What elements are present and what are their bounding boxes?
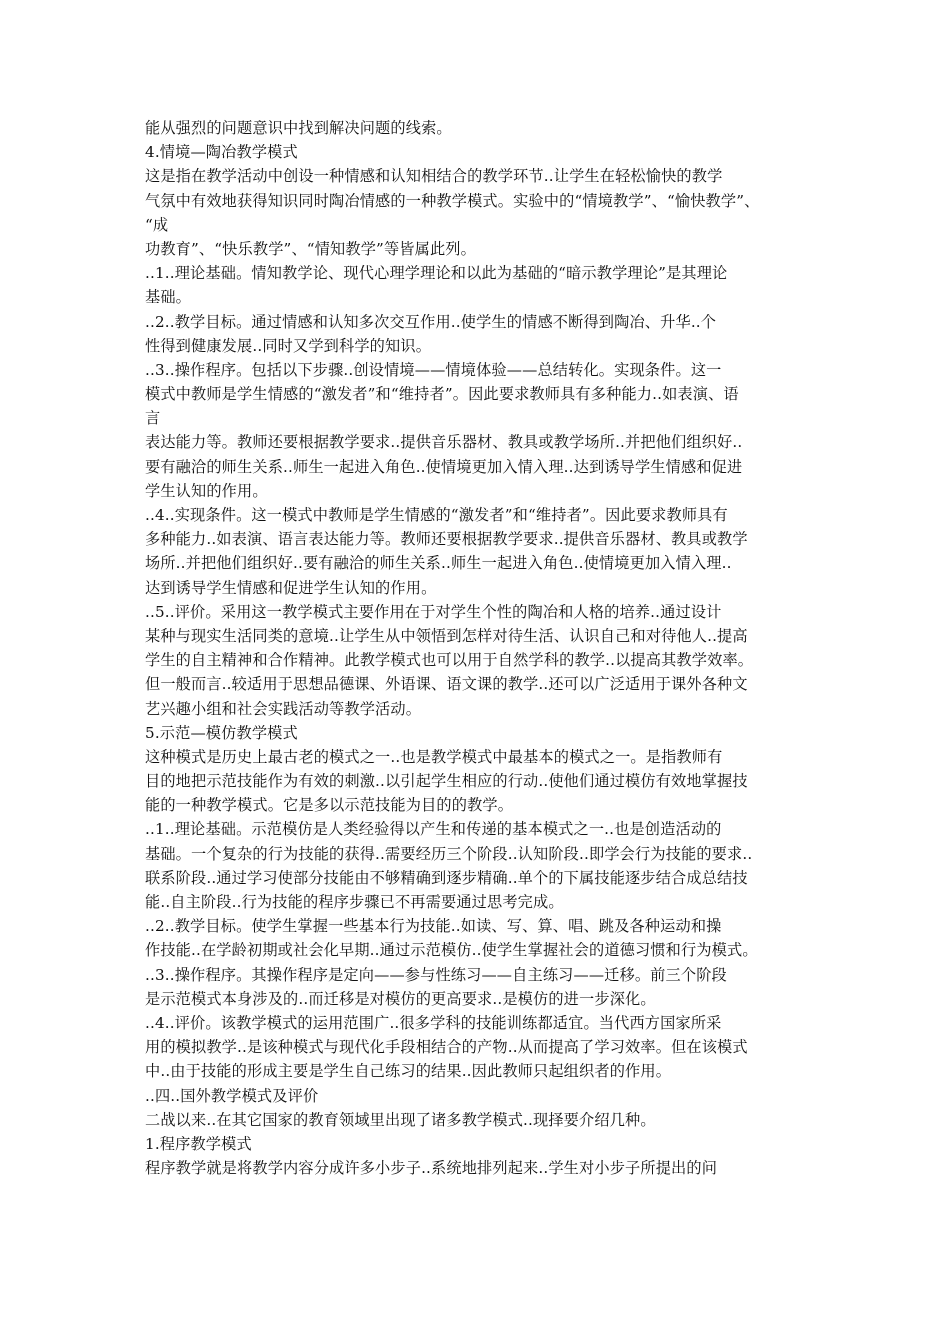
text-line: 多种能力..如表演、语言表达能力等。教师还要根据教学要求..提供音乐器材、教具或教学	[145, 530, 748, 549]
text-line: 某种与现实生活同类的意境..让学生从中领悟到怎样对待生活、认识自己和对待他人..提高	[145, 626, 748, 645]
text-line: 是示范模式本身涉及的..而迁移是对模仿的更高要求..是模仿的进一步深化。	[145, 989, 656, 1008]
text-line: 场所..并把他们组织好..要有融洽的师生关系..师生一起进入角色..使情境更加入情入理..	[145, 554, 732, 573]
text-line: 艺兴趣小组和社会实践活动等教学活动。	[145, 699, 422, 718]
text-line: ..2..教学目标。通过情感和认知多次交互作用..使学生的情感不断得到陶冶、升华..个	[145, 312, 717, 331]
section-heading: 4.情境—陶冶教学模式	[145, 143, 298, 162]
document-page	[145, 116, 825, 1180]
text-line: 能从强烈的问题意识中找到解决问题的线索。	[145, 119, 452, 137]
text-line: ..3..操作程序。其操作程序是定向——参与性练习——自主练习——迁移。前三个阶段	[145, 965, 727, 984]
text-line: 作技能..在学龄初期或社会化早期..通过示范模仿..使学生掌握社会的道德习惯和行为模式。	[145, 941, 758, 960]
text-line: 模式中教师是学生情感的“激发者”和“维持者”。因此要求教师具有多种能力..如表演、语	[145, 385, 739, 404]
text-line: ..1..理论基础。示范模仿是人类经验得以产生和传递的基本模式之一..也是创造活动的	[145, 820, 722, 839]
text-line: 言	[145, 409, 161, 428]
text-line: 表达能力等。教师还要根据教学要求..提供音乐器材、教具或教学场所..并把他们组织好..	[145, 433, 743, 452]
section-heading: 5.示范—模仿教学模式	[145, 723, 298, 742]
text-line: 但一般而言..较适用于思想品德课、外语课、语文课的教学..还可以广泛适用于课外各种文	[145, 675, 748, 694]
text-line: 能的一种教学模式。它是多以示范技能为目的的教学。	[145, 796, 514, 815]
text-line: 这种模式是历史上最古老的模式之一..也是教学模式中最基本的模式之一。是指教师有	[145, 747, 723, 766]
text-line: 二战以来..在其它国家的教育领域里出现了诸多教学模式..现择要介绍几种。	[145, 1110, 656, 1129]
text-line: ..4..实现条件。这一模式中教师是学生情感的“激发者”和“维持者”。因此要求教师具有	[145, 506, 728, 524]
section-heading: ..四..国外教学模式及评价	[145, 1086, 319, 1105]
text-line: 基础。	[145, 288, 192, 307]
text-line: 能..自主阶段..行为技能的程序步骤已不再需要通过思考完成。	[145, 893, 564, 911]
text-line: 学生的自主精神和合作精神。此教学模式也可以用于自然学科的教学..以提高其教学效率。	[145, 651, 754, 670]
text-line: 目的地把示范技能作为有效的刺激..以引起学生相应的行动..使他们通过模仿有效地掌握技	[145, 772, 748, 791]
text-line: 这是指在教学活动中创设一种情感和认知相结合的教学环节..让学生在轻松愉快的教学	[145, 167, 723, 186]
text-line: 性得到健康发展..同时又学到科学的知识。	[145, 336, 432, 355]
text-line: 要有融洽的师生关系..师生一起进入角色..使情境更加入情入理..达到诱导学生情感和促进	[145, 457, 743, 476]
text-line: ..2..教学目标。使学生掌握一些基本行为技能..如读、写、算、唱、跳及各种运动和操	[145, 917, 722, 936]
section-heading: 1.程序教学模式	[145, 1134, 252, 1153]
text-line: ..4..评价。该教学模式的运用范围广..很多学科的技能训练都适宜。当代西方国家所采	[145, 1013, 722, 1032]
text-line: ..3..操作程序。包括以下步骤..创设情境——情境体验——总结转化。实现条件。这一	[145, 360, 722, 379]
text-line: 功教育”、“快乐教学”、“情知教学”等皆属此列。	[145, 239, 476, 258]
text-line: ..1..理论基础。情知教学论、现代心理学理论和以此为基础的“暗示教学理论”是其理论	[145, 264, 728, 283]
text-line: 中..由于技能的形成主要是学生自己练习的结果..因此教师只起组织者的作用。	[145, 1062, 672, 1081]
text-line: “成	[145, 215, 169, 234]
text-line: 程序教学就是将教学内容分成许多小步子..系统地排列起来..学生对小步子所提出的问	[145, 1159, 718, 1178]
text-line: 联系阶段..通过学习使部分技能由不够精确到逐步精确..单个的下属技能逐步结合成总结技	[145, 868, 748, 887]
text-line: 基础。一个复杂的行为技能的获得..需要经历三个阶段..认知阶段..即学会行为技能的要求..	[145, 844, 753, 863]
text-line: 学生认知的作用。	[145, 481, 268, 500]
text-line: 用的模拟教学..是该种模式与现代化手段相结合的产物..从而提高了学习效率。但在该模式	[145, 1038, 748, 1057]
text-line: 气氛中有效地获得知识同时陶冶情感的一种教学模式。实验中的“情境教学”、“愉快教学”、	[145, 191, 760, 210]
text-line: 达到诱导学生情感和促进学生认知的作用。	[145, 578, 437, 597]
text-line: ..5..评价。采用这一教学模式主要作用在于对学生个性的陶冶和人格的培养..通过设计	[145, 602, 722, 621]
